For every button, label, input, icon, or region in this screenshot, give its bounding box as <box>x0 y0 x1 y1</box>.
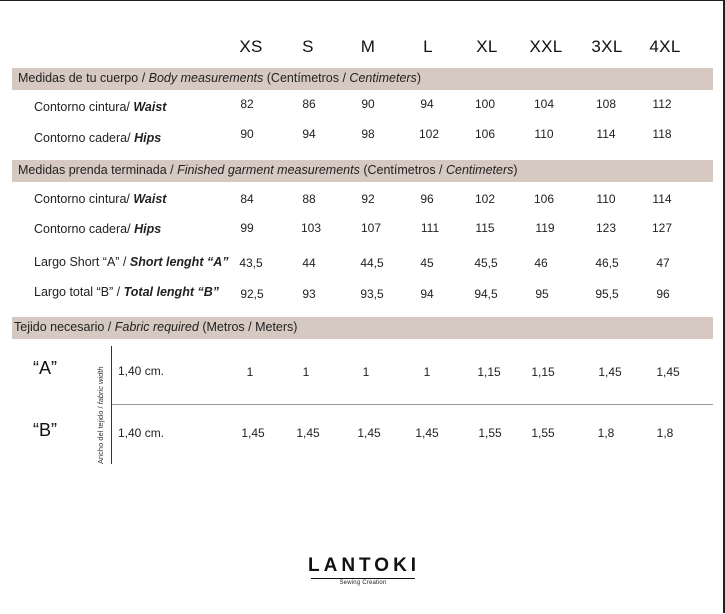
body-units-en: Centimeters <box>349 71 417 85</box>
value-cell: 94,5 <box>474 287 498 301</box>
value-cell: 88 <box>302 192 316 206</box>
value-cell: 107 <box>360 221 382 235</box>
value-cell: 95,5 <box>595 287 619 301</box>
value-cell: 1,45 <box>357 426 381 440</box>
value-cell: 1 <box>246 365 254 379</box>
size-m: M <box>360 37 376 56</box>
value-cell: 1,45 <box>415 426 439 440</box>
value-cell: 1 <box>362 365 370 379</box>
value-cell: 94 <box>420 97 434 111</box>
value-cell: 98 <box>361 127 375 141</box>
logo-tagline: Sewing Creation <box>339 580 387 586</box>
fabric-row-b-label: “B” <box>33 420 57 440</box>
value-cell: 111 <box>420 221 440 235</box>
size-xl: XL <box>476 37 498 56</box>
fabric-title-es: Tejido necesario / <box>14 320 115 334</box>
size-3xl: 3XL <box>591 37 623 56</box>
fabric-row-b-width: 1,40 cm. <box>118 426 165 440</box>
size-s: S <box>302 37 314 56</box>
fabric-width-vertical-label: Ancho del tejido / fabric width <box>96 366 105 464</box>
value-cell: 1,55 <box>531 426 555 440</box>
value-cell: 127 <box>651 221 673 235</box>
value-cell: 114 <box>652 192 672 206</box>
value-cell: 110 <box>596 192 616 206</box>
garment-row-hips-label: Contorno cadera/ Hips <box>34 222 162 236</box>
value-cell: 47 <box>656 256 670 270</box>
fabric-row-a-width: 1,40 cm. <box>118 364 165 378</box>
garment-title-close: ) <box>513 163 518 177</box>
value-cell: 96 <box>420 192 434 206</box>
value-cell: 115 <box>475 221 495 235</box>
value-cell: 112 <box>652 97 672 111</box>
garment-row-short-label: Largo Short “A” / Short lenght “A” <box>34 255 229 269</box>
value-cell: 114 <box>596 127 616 141</box>
value-cell: 45 <box>420 256 434 270</box>
value-cell: 96 <box>656 287 670 301</box>
value-cell: 90 <box>240 127 254 141</box>
value-cell: 44,5 <box>360 256 384 270</box>
fabric-row-divider <box>112 404 713 405</box>
value-cell: 106 <box>474 127 496 141</box>
value-cell: 118 <box>652 127 672 141</box>
fabric-title-units: (Metros / Meters) <box>198 320 298 334</box>
garment-measurements-header <box>12 160 713 182</box>
value-cell: 92 <box>361 192 375 206</box>
value-cell: 110 <box>534 127 554 141</box>
value-cell: 86 <box>302 97 316 111</box>
logo-name: LANTOKI <box>308 555 421 576</box>
size-4xl: 4XL <box>649 37 681 56</box>
value-cell: 46,5 <box>595 256 619 270</box>
value-cell: 1,45 <box>598 365 622 379</box>
value-cell: 93,5 <box>360 287 384 301</box>
body-title-es: Medidas de tu cuerpo / <box>18 71 149 85</box>
body-measurements-header <box>12 68 713 90</box>
fabric-row-a-label: “A” <box>33 358 57 378</box>
garment-row-waist-label: Contorno cintura/ Waist <box>34 192 167 206</box>
value-cell: 1,8 <box>597 426 615 440</box>
value-cell: 1,15 <box>477 365 501 379</box>
value-cell: 1,45 <box>656 365 680 379</box>
value-cell: 1,45 <box>241 426 265 440</box>
value-cell: 1 <box>302 365 310 379</box>
garment-row-total-label: Largo total “B” / Total lenght “B” <box>34 285 219 299</box>
body-title-en: Body measurements <box>148 71 264 85</box>
value-cell: 108 <box>595 97 617 111</box>
fabric-title-en: Fabric required <box>114 320 199 334</box>
value-cell: 104 <box>533 97 555 111</box>
value-cell: 1,15 <box>531 365 555 379</box>
size-xs: XS <box>239 37 263 56</box>
value-cell: 90 <box>361 97 375 111</box>
value-cell: 94 <box>302 127 316 141</box>
value-cell: 82 <box>240 97 254 111</box>
value-cell: 94 <box>420 287 434 301</box>
body-row-waist-label: Contorno cintura/ Waist <box>34 100 167 114</box>
garment-units-es: (Centímetros / <box>359 163 446 177</box>
fabric-vertical-divider <box>111 346 112 464</box>
value-cell: 84 <box>240 192 254 206</box>
value-cell: 92,5 <box>240 287 264 301</box>
size-xxl: XXL <box>529 37 563 56</box>
lantoki-logo <box>308 555 421 586</box>
value-cell: 106 <box>533 192 555 206</box>
body-title-close: ) <box>416 71 421 85</box>
logo-underline <box>311 578 415 579</box>
garment-units-en: Centimeters <box>446 163 514 177</box>
value-cell: 45,5 <box>474 256 498 270</box>
value-cell: 102 <box>474 192 496 206</box>
value-cell: 1,55 <box>478 426 502 440</box>
value-cell: 1,8 <box>656 426 674 440</box>
value-cell: 43,5 <box>239 256 263 270</box>
body-units-es: (Centímetros / <box>263 71 350 85</box>
value-cell: 95 <box>535 287 549 301</box>
value-cell: 119 <box>535 221 555 235</box>
fabric-required-header <box>12 317 713 339</box>
value-cell: 102 <box>418 127 440 141</box>
garment-title-en: Finished garment measurements <box>177 163 360 177</box>
value-cell: 44 <box>302 256 316 270</box>
value-cell: 123 <box>595 221 617 235</box>
value-cell: 1,45 <box>296 426 320 440</box>
body-row-hips-label: Contorno cadera/ Hips <box>34 131 162 145</box>
value-cell: 100 <box>474 97 496 111</box>
value-cell: 103 <box>300 221 322 235</box>
garment-title-es: Medidas prenda terminada / <box>18 163 178 177</box>
value-cell: 99 <box>240 221 254 235</box>
size-l: L <box>423 37 433 56</box>
value-cell: 1 <box>423 365 431 379</box>
value-cell: 46 <box>534 256 548 270</box>
value-cell: 93 <box>302 287 316 301</box>
